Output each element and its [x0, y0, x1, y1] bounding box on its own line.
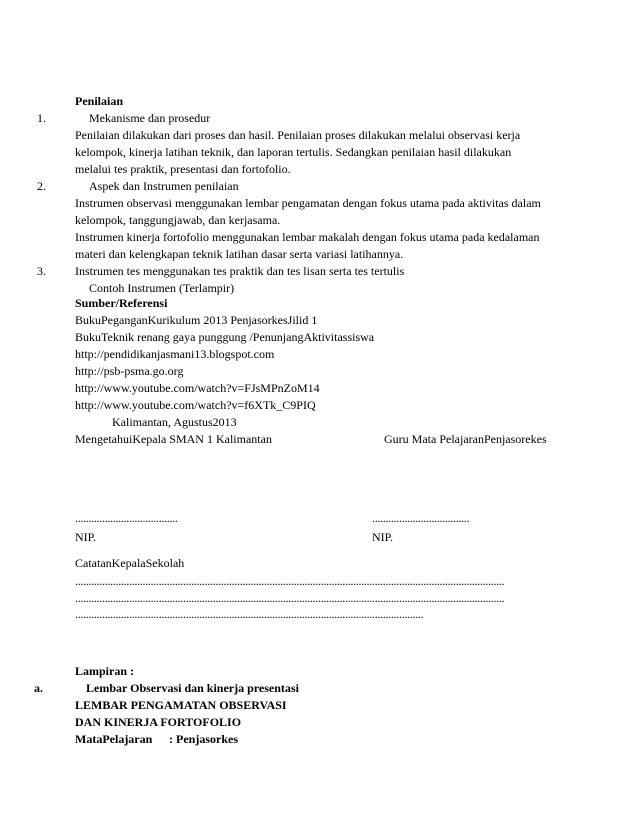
- reference-link[interactable]: http://psb-psma.go.org: [75, 364, 184, 378]
- lampiran-heading: Lampiran :: [75, 664, 135, 678]
- paragraph-line: Penilaian dilakukan dari proses dan hasil. Penilaian proses dilakukan melalui observasi kerja: [75, 128, 521, 142]
- subject-value: : Penjasorkes: [169, 732, 238, 746]
- lampiran-item-title: Lembar Observasi dan kinerja presentasi: [86, 681, 299, 695]
- item-number: 3.: [37, 264, 46, 278]
- reference-link[interactable]: http://pendidikanjasmani13.blogspot.com: [75, 347, 275, 361]
- reference-line: BukuTeknik renang gaya punggung /PenunjangAktivitassiswa: [75, 330, 375, 344]
- catatan-line: ...............................................................................................................................................................: [75, 575, 505, 587]
- right-nip: NIP.: [372, 530, 394, 544]
- left-signature-line: ......................................: [75, 512, 178, 524]
- left-nip: NIP.: [75, 530, 97, 544]
- reference-link[interactable]: http://www.youtube.com/watch?v=FJsMPnZoM14: [75, 381, 320, 395]
- item-title: Aspek dan Instrumen penilaian: [89, 179, 239, 193]
- penilaian-heading: Penilaian: [75, 94, 124, 108]
- right-signature-line: ....................................: [372, 512, 470, 524]
- reference-link[interactable]: http://www.youtube.com/watch?v=f6XTk_C9PIQ: [75, 398, 316, 412]
- place-date: Kalimantan, Agustus2013: [112, 415, 237, 429]
- item-number: 2.: [37, 179, 46, 193]
- lampiran-line: LEMBAR PENGAMATAN OBSERVASI: [75, 698, 287, 712]
- paragraph-line: melalui tes praktik, presentasi dan fortofolio.: [75, 162, 291, 176]
- reference-line: BukuPeganganKurikulum 2013 PenjasorkesJilid 1: [75, 313, 318, 327]
- sumber-heading: Sumber/Referensi: [75, 296, 168, 310]
- item-title: Mekanisme dan prosedur: [89, 111, 211, 125]
- item-number: 1.: [37, 111, 46, 125]
- left-signature-label: MengetahuiKepala SMAN 1 Kalimantan: [75, 432, 272, 446]
- item-title: Contoh Instrumen (Terlampir): [89, 281, 235, 295]
- lampiran-item-number: a.: [34, 681, 43, 695]
- paragraph-line: kelompok, tanggungjawab, dan kerjasama.: [75, 213, 281, 227]
- subject-label: MataPelajaran: [75, 732, 153, 746]
- right-signature-label: Guru Mata PelajaranPenjasorekes: [384, 432, 547, 446]
- catatan-label: CatatanKepalaSekolah: [75, 556, 185, 570]
- catatan-line: .................................................................................................................................: [75, 608, 424, 620]
- paragraph-line: Instrumen observasi menggunakan lembar pengamatan dengan fokus utama pada aktivitas dalam: [75, 196, 541, 210]
- paragraph-line: Instrumen kinerja fortofolio menggunakan lembar makalah dengan fokus utama pada kedalaman: [75, 230, 540, 244]
- lampiran-line: DAN KINERJA FORTOFOLIO: [75, 715, 242, 729]
- paragraph-line: kelompok, kinerja latihan teknik, dan laporan tertulis. Sedangkan penilaian hasil dilakukan: [75, 145, 512, 159]
- paragraph-line: Instrumen tes menggunakan tes praktik dan tes lisan serta tes tertulis: [75, 264, 405, 278]
- paragraph-line: materi dan kelengkapan teknik latihan dasar serta variasi latihannya.: [75, 247, 404, 261]
- catatan-line: ...............................................................................................................................................................: [75, 592, 505, 604]
